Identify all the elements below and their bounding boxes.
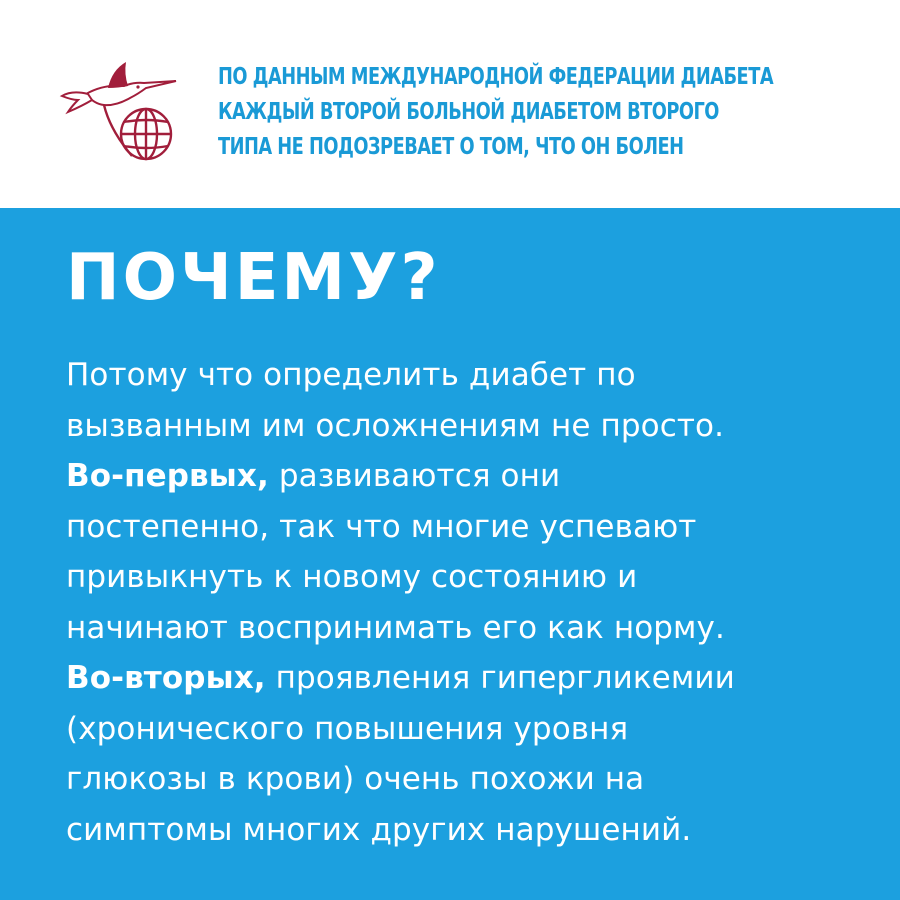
body-line: начинают воспринимать его как норму.: [66, 609, 725, 646]
header-line: ПО ДАННЫМ МЕЖДУНАРОДНОЙ ФЕДЕРАЦИИ ДИАБЕТА: [218, 64, 774, 90]
main-panel: [0, 208, 900, 900]
body-line: Во-первых, развиваются они: [66, 458, 561, 494]
body-line: привыкнуть к новому состоянию и: [66, 559, 638, 595]
header-line: КАЖДЫЙ ВТОРОЙ БОЛЬНОЙ ДИАБЕТОМ ВТОРОГО: [218, 99, 719, 125]
body-line: (хронического повышения уровня: [66, 710, 629, 747]
body-line: Во-вторых, проявления гипергликемии: [66, 660, 735, 696]
headline: ПОЧЕМУ?: [66, 241, 441, 315]
body-line: глюкозы в крови) очень похожи на: [66, 761, 645, 797]
header: [0, 0, 900, 208]
body-paragraph: [66, 350, 886, 855]
body-line: постепенно, так что многие успевают: [66, 508, 697, 545]
header-statement: [218, 60, 872, 165]
body-line: Потому что определить диабет по: [66, 357, 636, 393]
header-line: ТИПА НЕ ПОДОЗРЕВАЕТ О ТОМ, ЧТО ОН БОЛЕН: [218, 134, 684, 160]
body-line: симптомы многих других нарушений.: [66, 811, 692, 848]
emphasis-first: Во-первых,: [66, 458, 269, 494]
body-line: вызванным им осложнениям не просто.: [66, 407, 725, 444]
emphasis-second: Во-вторых,: [66, 660, 266, 696]
hummingbird-globe-logo: [58, 60, 188, 166]
